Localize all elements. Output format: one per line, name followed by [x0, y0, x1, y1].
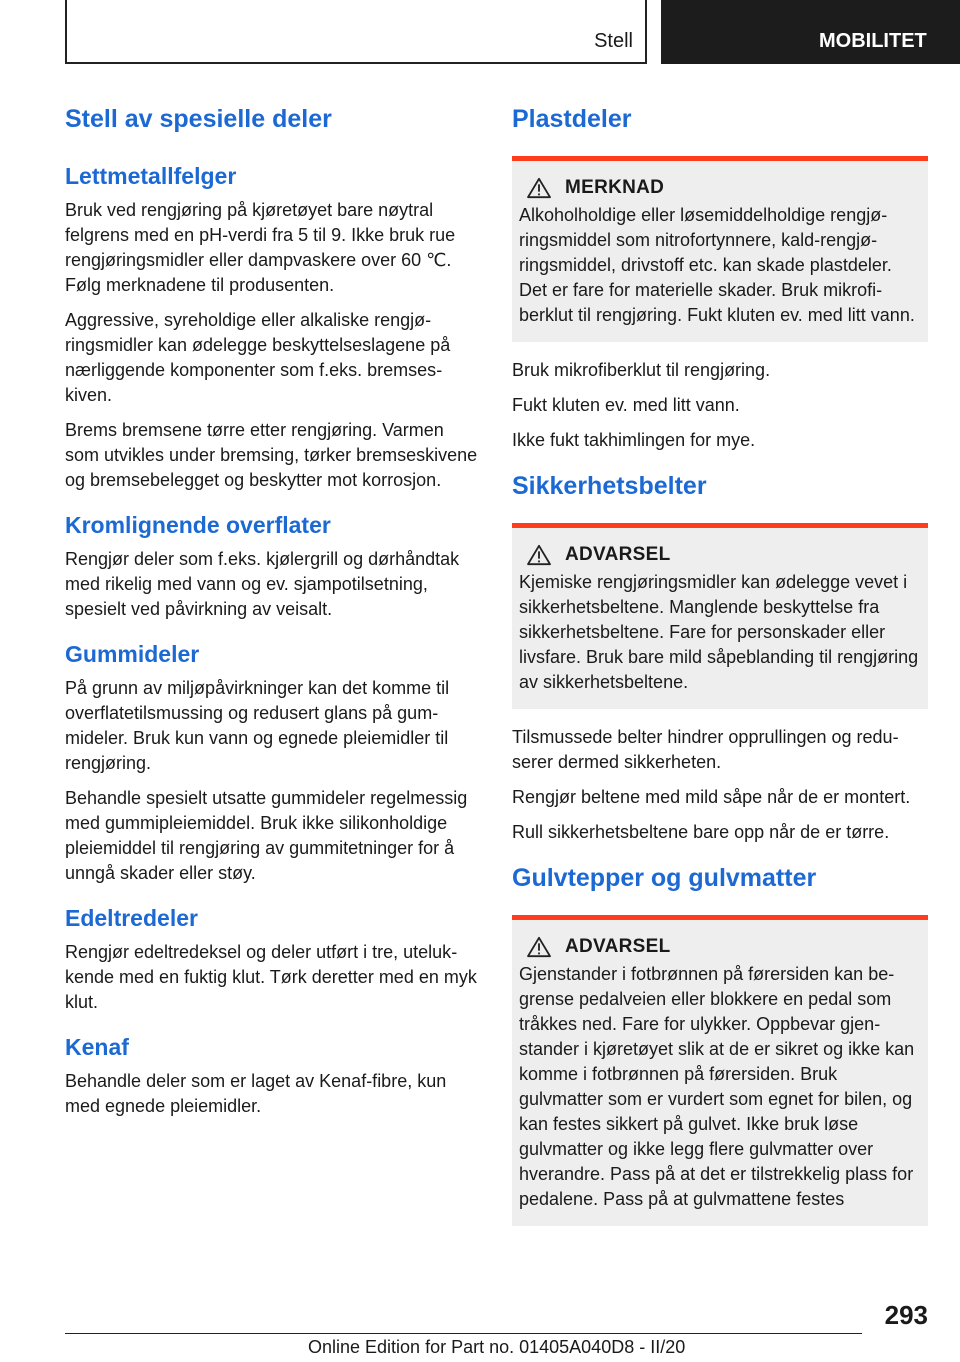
- notice-box-advarsel-gulv: [512, 915, 928, 1226]
- paragraph: Rengjør beltene med mild såpe når de er montert.: [512, 787, 911, 807]
- paragraph: Ikke fukt takhimlingen for mye.: [512, 430, 756, 450]
- notice-text: Kjemiske rengjøringsmidler kan ødelegge vevet i sikkerhetsbeltene. Manglende beskyttelse fra sikkerhetsbeltene. Fare for personskader eller livsfare. Bruk bare mild såpeblanding til rengjøring av sikkerhetsbeltene.: [519, 572, 919, 692]
- section-heading-gulvtepper: Gulvtepper og gulvmatter: [512, 864, 817, 892]
- notice-text: Alkoholholdige eller løsemiddelholdige rengjøringsmiddel som nitrofortynnere, kald-rengjøringsmiddel, drivstoff etc. kan skade plastdeler. Det er fare for materielle skader. Bruk mikrofiberklut til rengjøring. Fukt kluten ev. med litt vann.: [519, 205, 915, 325]
- paragraph: Behandle spesielt utsatte gummideler regelmessig med gummipleiemiddel. Bruk ikke silikonholdige pleiemiddel til rengjøring av gummitetninger for å unngå skader eller støy.: [65, 788, 468, 883]
- notice-label: ADVARSEL: [565, 936, 671, 957]
- header-chapter-tab: MOBILITET: [661, 0, 960, 64]
- paragraph: Aggressive, syreholdige eller alkaliske rengjøringsmidler kan ødelegge beskyttelseslagene på nærliggende komponenter som f.eks. bremseskiven.: [65, 310, 451, 405]
- header-section-title: Stell: [594, 30, 633, 52]
- header-section-box: [65, 0, 647, 64]
- section-heading-gummideler: Gummideler: [65, 641, 200, 667]
- section-heading-kromlignende: Kromlignende overflater: [65, 512, 331, 538]
- section-heading-lettmetallfelger: Lettmetallfelger: [65, 163, 237, 189]
- section-heading-edeltredeler: Edeltredeler: [65, 905, 198, 931]
- paragraph: Bruk ved rengjøring på kjøretøyet bare nøytral felgrens med en pH-verdi fra 5 til 9. Ikke bruk rue rengjøringsmidler eller dampvaskere over 60 ℃. Følg merknadene til produsenten.: [65, 200, 456, 295]
- paragraph: Behandle deler som er laget av Kenaf-fibre, kun med egnede pleiemidler.: [65, 1071, 447, 1116]
- paragraph: Brems bremsene tørre etter rengjøring. Varmen som utvikles under bremsing, tørker bremseskivene og bremsebelegget og beskytter mot korrosjon.: [65, 420, 478, 490]
- paragraph: Rengjør deler som f.eks. kjølergrill og dørhåndtak med rikelig med vann og ev. sjampotilsetning, spesielt ved påvirkning av veisalt.: [65, 549, 460, 619]
- paragraph: Fukt kluten ev. med litt vann.: [512, 395, 740, 415]
- warning-triangle-icon: [525, 544, 553, 566]
- paragraph: Rull sikkerhetsbeltene bare opp når de er tørre.: [512, 822, 890, 842]
- right-column: [512, 102, 928, 1242]
- left-column: [65, 102, 479, 1129]
- notice-label: ADVARSEL: [565, 544, 671, 565]
- paragraph: Tilsmussede belter hindrer opprullingen og reduserer dermed sikkerheten.: [512, 727, 899, 772]
- section-heading-kenaf: Kenaf: [65, 1034, 129, 1060]
- notice-box-merknad: [512, 156, 928, 342]
- notice-box-advarsel-belter: [512, 523, 928, 709]
- edition-note: Online Edition for Part no. 01405A040D8 - II/20: [308, 1337, 686, 1357]
- paragraph: Bruk mikrofiberklut til rengjøring.: [512, 360, 771, 380]
- notice-text: Gjenstander i fotbrønnen på førersiden kan begrense pedalveien eller blokkere en pedal som tråkkes ned. Fare for ulykker. Oppbevar gjenstander i kjøretøyet slik at de er sikret og ikke kan komme i fotbrønnen på førersiden. Bruk gulvmatter som er vurdert som egnet for bilen, og kan festes sikkert på gulvet. Ikke bruk løse gulvmatter og ikke legg flere gulvmatter over hverandre. Pass på at det er tilstrekkelig plass for pedalene. Pass på at gulvmattene festes: [519, 964, 915, 1209]
- paragraph: Rengjør edeltredeksel og deler utført i tre, utelukkende med en fuktig klut. Tørk deretter med en myk klut.: [65, 942, 477, 1012]
- warning-triangle-icon: [525, 936, 553, 958]
- page-title: Stell av spesielle deler: [65, 105, 332, 133]
- section-heading-sikkerhetsbelter: Sikkerhetsbelter: [512, 472, 707, 500]
- section-heading-plastdeler: Plastdeler: [512, 105, 632, 133]
- warning-triangle-icon: [525, 177, 553, 199]
- footer-divider: [65, 1333, 862, 1334]
- notice-label: MERKNAD: [565, 177, 665, 198]
- page-number: 293: [884, 1300, 928, 1330]
- paragraph: På grunn av miljøpåvirkninger kan det komme til overflatetilsmussing og redusert glans på gummideler. Bruk kun vann og egnede pleiemidler til rengjøring.: [65, 678, 450, 773]
